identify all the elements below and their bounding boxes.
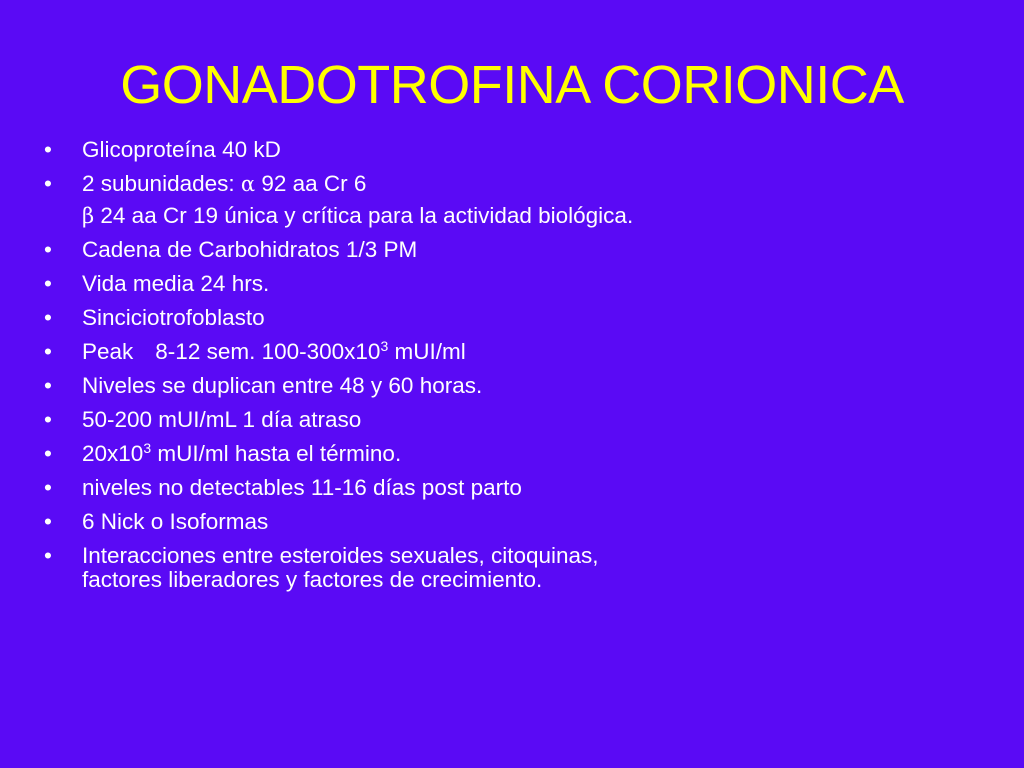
- item-text: 20x10: [82, 441, 144, 466]
- bullet-icon: •: [44, 271, 52, 296]
- item-text: Sinciciotrofoblasto: [82, 305, 265, 330]
- list-item: [42, 510, 682, 534]
- list-item: [42, 476, 682, 500]
- bullet-icon: •: [44, 509, 52, 534]
- item-text: mUI/ml: [394, 339, 466, 364]
- item-text: Peak: [82, 339, 134, 364]
- bullet-icon: •: [44, 305, 52, 330]
- superscript: 3: [143, 440, 152, 456]
- bullet-icon: •: [44, 171, 52, 196]
- list-item: [42, 138, 682, 162]
- item-text: 24 aa Cr 19 única y crítica para la actividad biológica.: [100, 203, 634, 228]
- bullet-icon: •: [44, 475, 52, 500]
- item-text: Glicoproteína 40 kD: [82, 137, 281, 162]
- list-item: [42, 238, 682, 262]
- bullet-icon: •: [44, 237, 52, 262]
- list-item: [42, 408, 682, 432]
- list-item: [42, 272, 682, 296]
- list-item: [42, 374, 682, 398]
- list-item: [42, 340, 682, 364]
- bullet-icon: •: [44, 137, 52, 162]
- beta-symbol: β: [82, 204, 95, 228]
- list-item: [42, 442, 682, 466]
- bullet-list: [42, 136, 682, 592]
- list-item: [42, 172, 682, 196]
- bullet-icon: •: [44, 339, 52, 364]
- list-item: [42, 306, 682, 330]
- bullet-icon: •: [44, 373, 52, 398]
- item-text: 6 Nick o Isoformas: [82, 509, 269, 534]
- bullet-icon: •: [44, 407, 52, 432]
- list-item: [42, 544, 682, 592]
- item-text: 92 aa Cr 6: [261, 171, 367, 196]
- item-text: 50-200 mUI/mL 1 día atraso: [82, 407, 362, 432]
- item-text: Interacciones entre esteroides sexuales, citoquinas, factores liberadores y factores de crecimiento.: [82, 543, 599, 592]
- list-item-continuation: [42, 204, 682, 228]
- item-text: Niveles se duplican entre 48 y 60 horas.: [82, 373, 483, 398]
- item-text: mUI/ml hasta el término.: [157, 441, 402, 466]
- item-text: 2 subunidades:: [82, 171, 235, 196]
- item-text: Cadena de Carbohidratos 1/3 PM: [82, 237, 418, 262]
- bullet-icon: •: [44, 441, 52, 466]
- alpha-symbol: α: [240, 172, 256, 196]
- item-text: 8-12 sem. 100-300x10: [155, 339, 381, 364]
- item-text: Vida media 24 hrs.: [82, 271, 270, 296]
- item-text: niveles no detectables 11-16 días post parto: [82, 475, 522, 500]
- bullet-icon: •: [44, 543, 52, 568]
- superscript: 3: [380, 338, 389, 354]
- slide-title: GONADOTROFINA CORIONICA: [120, 55, 904, 115]
